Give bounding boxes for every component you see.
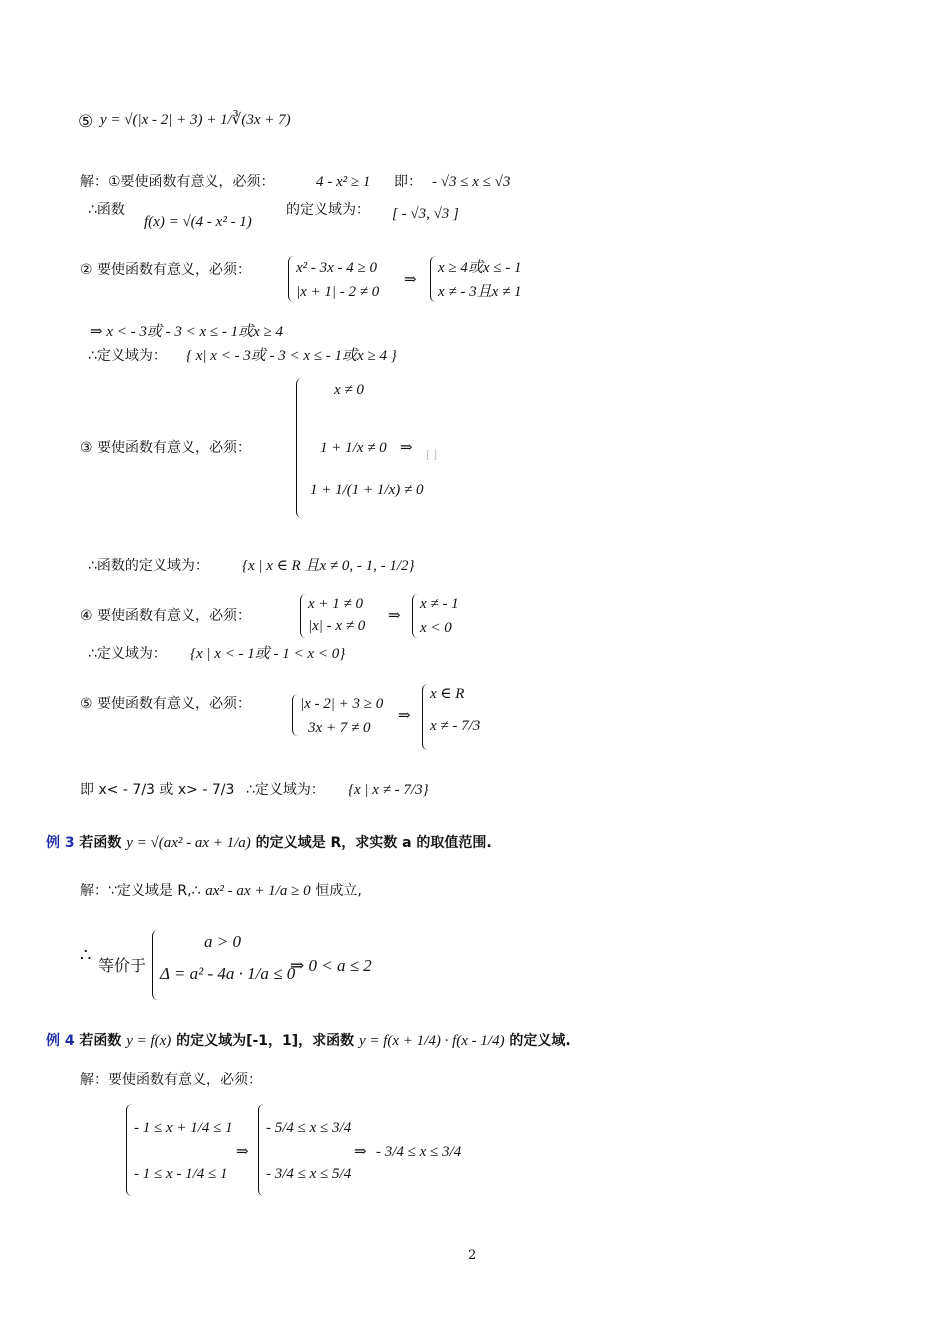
sol5-sys-left-0: |x - 2| + 3 ≥ 0 [300,696,384,712]
sol2-right-brace [430,256,437,302]
sol3-faint-placeholder-icon: [ ] [426,450,437,461]
ex3-result: ⇒ 0 < a ≤ 2 [290,956,372,975]
sol4-sys-right-0: x ≠ - 1 [420,596,459,612]
sol4-sys-right-1: x < 0 [420,620,452,636]
sol4-arrow: ⇒ [388,608,401,624]
sol4-intro: ④ 要使函数有意义，必须： [80,608,252,624]
sol5-intro: ⑤ 要使函数有意义，必须： [80,696,252,712]
item5-label: ⑤ [78,112,94,132]
sol1-ji: 即： [394,174,422,190]
item5-formula: y = √(|x - 2| + 3) + 1/∛(3x + 7) [100,112,291,128]
sol5-right-brace [422,684,429,750]
sol2-sys-right-0: x ≥ 4或x ≤ - 1 [438,260,522,276]
sol1-domain: [ - √3, √3 ] [392,206,459,222]
sol3-sys-1: 1 + 1/x ≠ 0 [320,440,387,456]
sol2-sys-left-1: |x + 1| - 2 ≠ 0 [296,284,380,300]
sol5-ji-line: 即 x< - 7/3 或 x> - 7/3 [80,782,235,798]
ex3-formula: y = √(ax² - ax + 1/a) [126,835,251,851]
sol2-sys-right-1: x ≠ - 3且x ≠ 1 [438,284,522,300]
ex4-f1: y = f(x) [126,1033,172,1049]
ex4-question-b: 的定义域为[-1，1]，求函数 [176,1033,355,1049]
sol5-sys-right-0: x ∈ R [430,686,465,702]
ex4-result: - 3/4 ≤ x ≤ 3/4 [376,1144,462,1160]
sol2-left-brace [288,256,295,302]
sol3-sys-2: 1 + 1/(1 + 1/x) ≠ 0 [310,482,424,498]
ex4-sys-left-0: - 1 ≤ x + 1/4 ≤ 1 [134,1120,233,1136]
sol3-domain: {x | x ∈ R 且x ≠ 0, - 1, - 1/2} [242,558,415,574]
ex3-question-b: 的定义域是 R，求实数 a 的取值范围. [255,835,492,851]
sol5-arrow: ⇒ [398,708,411,724]
ex3-sys-0: a > 0 [204,932,241,951]
sol4-left-brace [300,594,307,638]
page-number: 2 [468,1248,477,1263]
sol3-sys-0: x ≠ 0 [334,382,364,398]
sol3-arrow: ⇒ [400,440,413,456]
sol1-domain-label: 的定义域为： [286,202,370,218]
ex3-therefore: ∴ [80,945,92,966]
sol5-left-brace [292,694,299,736]
ex3-equiv: 等价于 [98,956,147,975]
ex4-question [46,1030,571,1051]
sol2-sys-left-0: x² - 3x - 4 ≥ 0 [296,260,378,276]
sol2-domain: { x| x < - 3或 - 3 < x ≤ - 1或x ≥ 4 } [186,348,397,364]
ex4-arrow-2: ⇒ [354,1144,367,1160]
sol4-sys-left-0: x + 1 ≠ 0 [308,596,364,612]
sol3-intro: ③ 要使函数有意义，必须： [80,440,252,456]
ex3-question-a: 若函数 [79,835,122,851]
ex4-f2: y = f(x + 1/4) · f(x - 1/4) [358,1033,505,1049]
ex3-sol-intro: 解：∵定义域是 R,∴ [80,883,201,899]
sol3-brace [296,378,303,518]
ex3-sys-1: Δ = a² - 4a · 1/a ≤ 0 [160,964,296,983]
sol1-therefore: ∴函数 [88,202,125,218]
sol5-sys-right-1: x ≠ - 7/3 [430,718,481,734]
sol4-domain-label: ∴定义域为： [88,646,167,662]
sol1-intro: 解：①要使函数有意义，必须： [80,174,275,190]
sol5-domain: {x | x ≠ - 7/3} [348,782,429,798]
ex3-brace [152,930,159,1000]
sol1-fx: f(x) = √(4 - x² - 1) [144,214,252,230]
ex4-left-brace [126,1104,133,1196]
sol1-condition: 4 - x² ≥ 1 [316,174,371,190]
ex4-sys-mid-0: - 5/4 ≤ x ≤ 3/4 [266,1120,352,1136]
sol5-domain-label: ∴定义域为： [246,782,325,798]
sol2-arrow: ⇒ [404,272,417,288]
ex4-mid-brace [258,1104,265,1196]
ex3-label: 例 3 [46,835,75,851]
ex3-solution-line [80,880,362,901]
ex3-question [46,832,492,853]
ex3-sol-ineq: ax² - ax + 1/a ≥ 0 [205,883,311,899]
ex4-sys-mid-1: - 3/4 ≤ x ≤ 5/4 [266,1166,352,1182]
ex4-sys-left-1: - 1 ≤ x - 1/4 ≤ 1 [134,1166,228,1182]
sol3-domain-label: ∴函数的定义域为： [88,558,209,574]
sol1-range: - √3 ≤ x ≤ √3 [432,174,511,190]
sol4-domain: {x | x < - 1或 - 1 < x < 0} [190,646,346,662]
ex4-question-a: 若函数 [79,1033,122,1049]
sol2-result: ⇒ x < - 3或 - 3 < x ≤ - 1或x ≥ 4 [90,324,283,340]
sol4-right-brace [412,594,419,638]
sol2-intro: ② 要使函数有意义，必须： [80,262,252,278]
item5-header [78,112,93,132]
sol2-domain-label: ∴定义域为： [88,348,167,364]
ex4-question-c: 的定义域. [509,1033,571,1049]
ex3-sol-end: 恒成立, [315,883,362,899]
ex4-sol-intro: 解：要使函数有意义，必须： [80,1072,262,1088]
sol5-sys-left-1: 3x + 7 ≠ 0 [308,720,371,736]
sol4-sys-left-1: |x| - x ≠ 0 [308,618,366,634]
ex4-label: 例 4 [46,1033,75,1049]
ex4-arrow-1: ⇒ [236,1144,249,1160]
